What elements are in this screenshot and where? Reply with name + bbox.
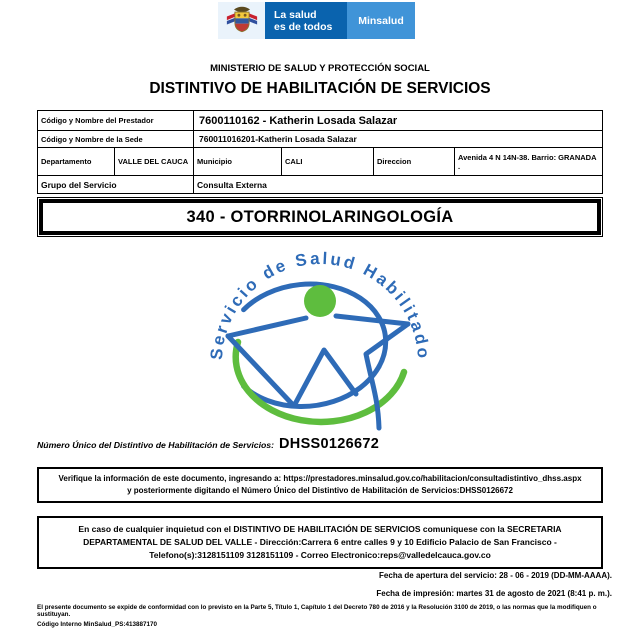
provider-table bbox=[37, 110, 603, 194]
contact-info-box: En caso de cualquier inquietud con el DISTINTIVO DE HABILITACIÓN DE SERVICIOS comuniquese con la SECRETARIA DEPARTAMENTAL DE SALUD DEL VALLE - Dirección:Carrera 6 entre calles 9 y 10 Edificio Palacio de San Francisco - Telefono(s):3128151109 3128151109 - Correo Electronico:reps@valledelcauca.gov.co bbox=[37, 516, 603, 569]
seal-figure-head bbox=[304, 285, 336, 317]
municipio-value: CALI bbox=[281, 148, 373, 175]
document-title: DISTINTIVO DE HABILITACIÓN DE SERVICIOS bbox=[149, 80, 491, 97]
legal-footnote: El presente documento se expide de conformidad con lo previsto en la Parte 5, Título 1, Capítulo 1 del Decreto 780 de 2016 y la Resolución 3100 de 2019, o las normas que la modifiquen o sustituyan. bbox=[37, 604, 597, 618]
seal-star-figure bbox=[228, 316, 408, 428]
service-opening-date: Fecha de apertura del servicio: 28 - 06 - 2019 (DD-MM-AAAA). bbox=[379, 571, 612, 580]
grupo-label: Grupo del Servicio bbox=[41, 179, 117, 190]
unique-number-value: DHSS0126672 bbox=[279, 436, 380, 452]
sede-value: 760011016201-Katherin Losada Salazar bbox=[193, 131, 602, 147]
verify-line2: y posteriormente digitando el Número Único del Distintivo de Habilitación de Servicios:DHSS0126672 bbox=[127, 486, 513, 495]
tagline-box bbox=[265, 2, 347, 39]
table-row-grupo bbox=[38, 175, 602, 193]
tagline-line1: La salud bbox=[274, 8, 317, 21]
service-banner-title: 340 - OTORRINOLARINGOLOGÍA bbox=[39, 199, 601, 235]
prestador-value: 7600110162 - Katherin Losada Salazar bbox=[193, 111, 602, 130]
verify-line1: Verifique la información de este documento, ingresando a: https://prestadores.minsalud.gov.co/habilitacion/consultadistintivo_dhss.aspx bbox=[58, 474, 582, 483]
prestador-label: Código y Nombre del Prestador bbox=[41, 116, 154, 125]
verify-info-box bbox=[37, 467, 603, 503]
direccion-label: Direccion bbox=[373, 148, 454, 175]
minsalud-header-banner bbox=[218, 2, 415, 39]
seal-arc-text: Servicio de Salud Habilitado bbox=[206, 248, 434, 361]
coat-of-arms-svg bbox=[224, 5, 260, 37]
minsalud-logo-box bbox=[347, 2, 415, 39]
municipio-label: Municipio bbox=[193, 148, 281, 175]
departamento-label: Departamento bbox=[41, 157, 92, 166]
grupo-value: Consulta Externa bbox=[193, 176, 602, 193]
service-banner-frame bbox=[37, 197, 603, 237]
minsalud-brand-text: Minsalud bbox=[358, 14, 404, 27]
tagline-line2: es de todos bbox=[274, 20, 333, 33]
print-date: Fecha de impresión: martes 31 de agosto de 2021 (8:41 p. m.). bbox=[376, 589, 612, 598]
table-row-location bbox=[38, 147, 602, 175]
colombia-coat-of-arms-icon bbox=[218, 2, 265, 39]
ministry-title: MINISTERIO DE SALUD Y PROTECCIÓN SOCIAL bbox=[210, 63, 430, 74]
servicio-salud-habilitado-seal bbox=[208, 248, 432, 430]
unique-number-label: Número Único del Distintivo de Habilitación de Servicios: bbox=[37, 440, 275, 450]
direccion-value: Avenida 4 N 14N-38. Barrio: GRANADA . bbox=[454, 148, 602, 175]
sede-label: Código y Nombre de la Sede bbox=[41, 134, 143, 144]
departamento-value: VALLE DEL CAUCA bbox=[114, 148, 193, 175]
table-row-prestador bbox=[38, 111, 602, 130]
table-row-sede bbox=[38, 130, 602, 147]
unique-number-line bbox=[37, 436, 379, 452]
internal-code: Código Interno MinSalud_PS:413887170 bbox=[37, 621, 158, 628]
